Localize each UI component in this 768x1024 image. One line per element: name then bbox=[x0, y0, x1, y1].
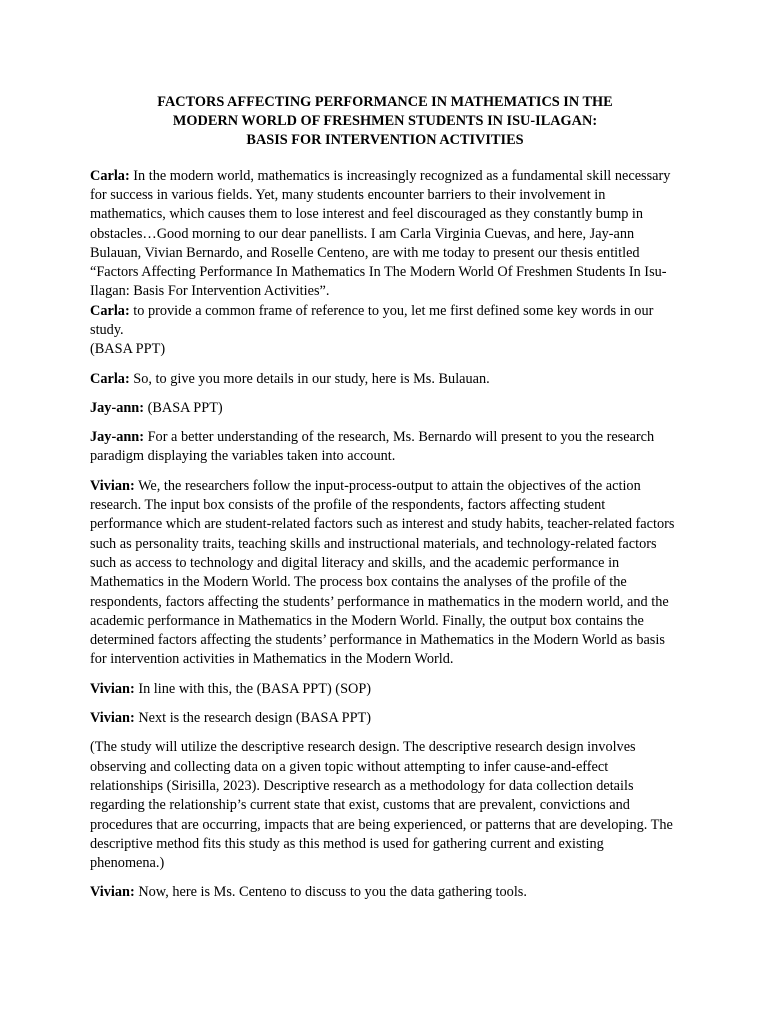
paragraph-carla-handoff bbox=[90, 370, 680, 389]
paragraph-text: So, to give you more details in our study, here is Ms. Bulauan. bbox=[129, 370, 490, 387]
speaker-label: Vivian: bbox=[90, 710, 135, 727]
paragraph-text: For a better understanding of the research, Ms. Bernardo will present to you the research paradigm displaying the variables taken into account. bbox=[90, 429, 655, 465]
paragraph-text: In line with this, the (BASA PPT) (SOP) bbox=[134, 680, 372, 697]
paragraph-basa-ppt bbox=[90, 340, 680, 359]
paragraph-text: Next is the research design (BASA PPT) bbox=[134, 710, 372, 727]
title-line-2: MODERN WORLD OF FRESHMEN STUDENTS IN ISU-ILAGAN: bbox=[172, 113, 598, 130]
paragraph-vivian-design bbox=[90, 709, 680, 728]
paragraph-vivian-handoff bbox=[90, 883, 680, 902]
paragraph-text: We, the researchers follow the input-process-output to attain the objectives of the action research. The input box consists of the profile of the respondents, factors affecting student performance which are student-related factors such as interest and study habits, teacher-related factors such as personality traits, teaching skills and instructional materials, and technology-related factors such as access to technology and digital literacy and skills, and the academic performance in Mathematics in the Modern World. The process box contains the analyses of the profile of the respondents, factors affecting the students’ performance in mathematics in the modern world, and the academic performance in Mathematics in the Modern World. Finally, the output box contains the determined factors affecting the students’ performance in Mathematics in the Modern World as basis for intervention activities in Mathematics in the Modern World. bbox=[90, 477, 675, 668]
paragraph-vivian-sop bbox=[90, 680, 680, 699]
paragraph-text: (The study will utilize the descriptive research design. The descriptive research design involves observing and collecting data on a given topic without attempting to infer cause-and-effect relationships (Sirisilla, 2023). Descriptive research as a methodology for data collection details regarding the relationship’s current state that exist, customs that are prevalent, convictions and procedures that are occurring, impacts that are being experienced, or patterns that are developing. The descriptive method fits this study as this method is used for gathering current and existing phenomena.) bbox=[90, 739, 673, 872]
speaker-label: Vivian: bbox=[90, 477, 135, 494]
paragraph-jayann-basa bbox=[90, 399, 680, 418]
document-page bbox=[90, 93, 680, 913]
paragraph-text: (BASA PPT) bbox=[144, 399, 223, 416]
speaker-label: Carla: bbox=[90, 370, 130, 387]
speaker-label: Carla: bbox=[90, 167, 130, 184]
title-line-3: BASIS FOR INTERVENTION ACTIVITIES bbox=[246, 132, 524, 149]
paragraph-carla-intro bbox=[90, 167, 680, 302]
paragraph-text: Now, here is Ms. Centeno to discuss to you the data gathering tools. bbox=[134, 884, 527, 901]
document-title bbox=[90, 93, 680, 151]
speaker-label: Vivian: bbox=[90, 884, 135, 901]
paragraph-design-description bbox=[90, 738, 680, 873]
paragraph-vivian-paradigm bbox=[90, 477, 680, 670]
title-line-1: FACTORS AFFECTING PERFORMANCE IN MATHEMATICS IN THE bbox=[157, 94, 613, 110]
speaker-label: Jay-ann: bbox=[90, 399, 145, 416]
speaker-label: Jay-ann: bbox=[90, 429, 145, 446]
speaker-label: Carla: bbox=[90, 302, 130, 319]
paragraph-text: to provide a common frame of reference to you, let me first defined some key words in our study. bbox=[90, 302, 654, 338]
paragraph-carla-keywords bbox=[90, 302, 680, 341]
speaker-label: Vivian: bbox=[90, 680, 135, 697]
paragraph-text: (BASA PPT) bbox=[90, 341, 166, 358]
paragraph-text: In the modern world, mathematics is increasingly recognized as a fundamental skill necessary for success in various fields. Yet, many students encounter barriers to their involvement in mathematics, which causes them to lose interest and feel discouraged as they constantly bump in obstacles…Good morning to our dear panellists. I am Carla Virginia Cuevas, and here, Jay-ann Bulauan, Vivian Bernardo, and Roselle Centeno, are with me today to present our thesis entitled “Factors Affecting Performance In Mathematics In The Modern World Of Freshmen Students In Isu-Ilagan: Basis For Intervention Activities”. bbox=[90, 167, 671, 300]
paragraph-jayann-handoff bbox=[90, 428, 680, 467]
